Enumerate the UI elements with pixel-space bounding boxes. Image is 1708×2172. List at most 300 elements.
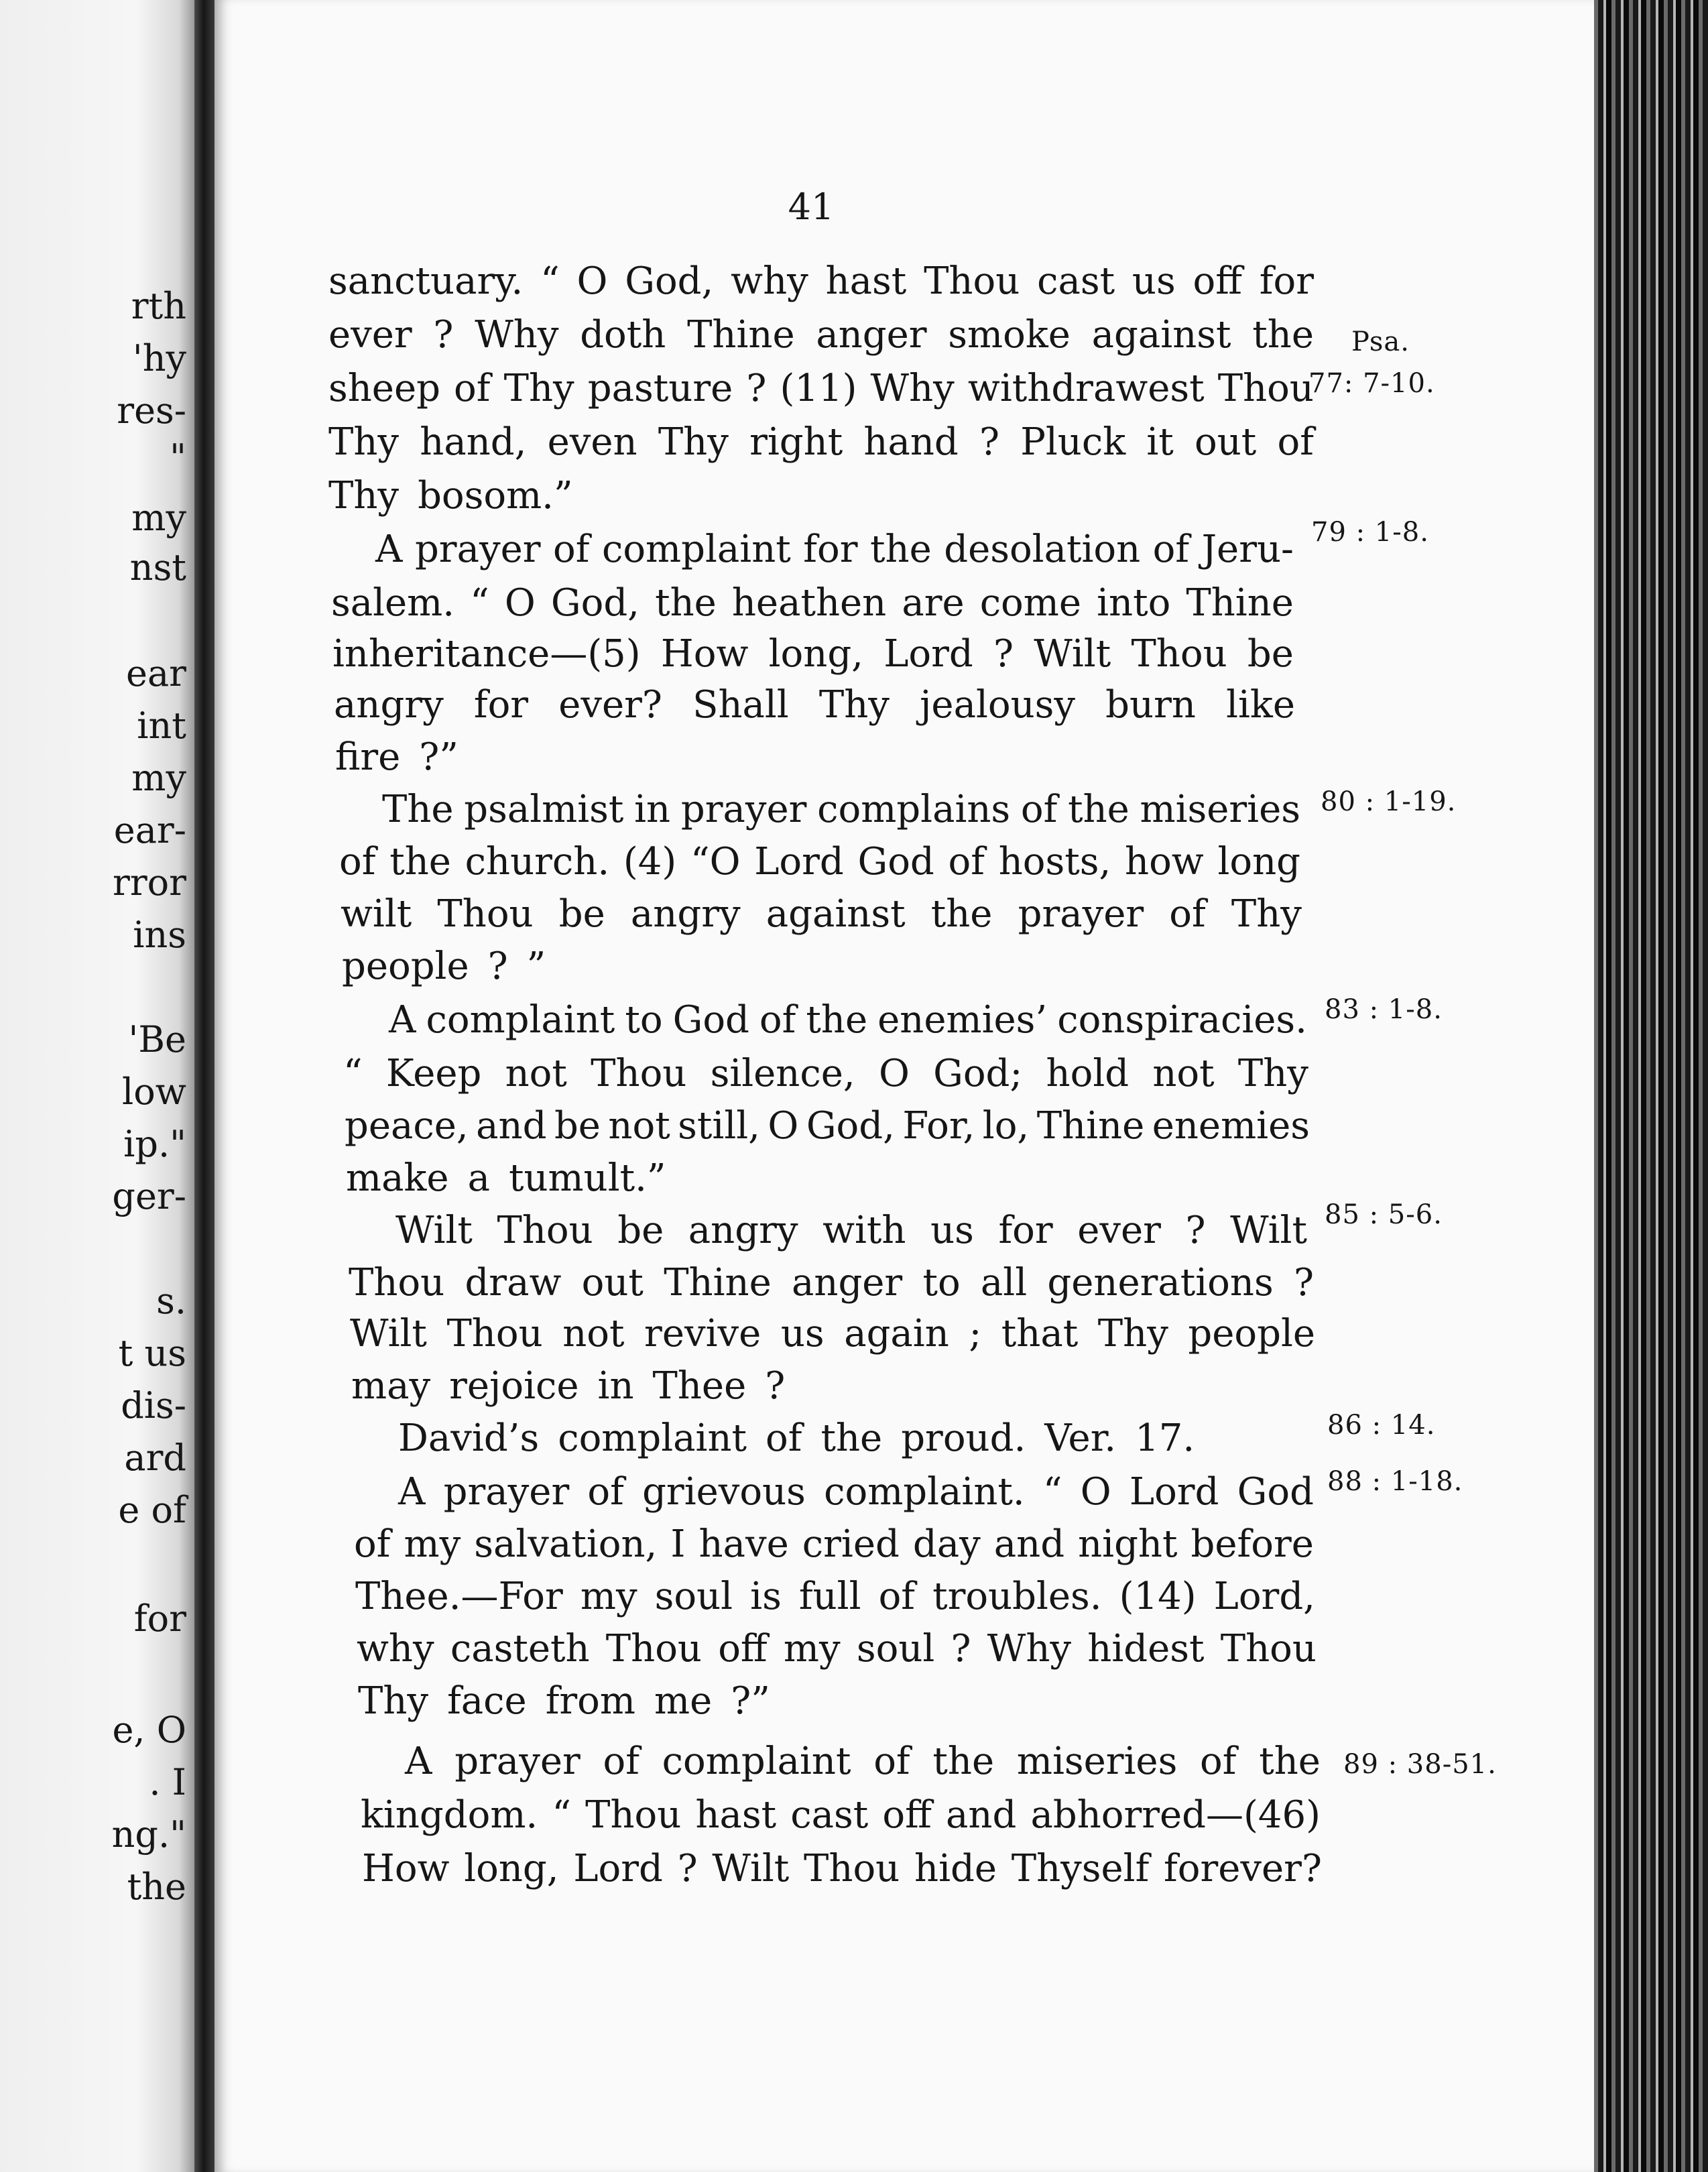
word: doth	[580, 313, 666, 357]
word: us	[1132, 259, 1176, 303]
word: from	[545, 1679, 635, 1723]
left-fragment: 'Be	[128, 1018, 186, 1061]
word: anger	[816, 313, 927, 357]
word: prayer	[454, 1740, 581, 1783]
word: hosts,	[998, 840, 1111, 884]
text-line	[328, 367, 1314, 410]
word: ?	[765, 1364, 786, 1408]
word: A	[375, 528, 403, 571]
word: ever?	[558, 683, 662, 727]
word: salem.	[331, 581, 455, 625]
word: Thou	[804, 1847, 900, 1890]
word: of	[454, 367, 491, 410]
word: hide	[914, 1847, 997, 1890]
word: the	[932, 1740, 995, 1783]
word: miseries	[1016, 1740, 1178, 1783]
word: Why	[475, 313, 559, 357]
word: why	[357, 1627, 434, 1671]
word: Lord,	[1213, 1575, 1315, 1618]
word: miseries	[1140, 788, 1300, 831]
word: Thine	[1186, 581, 1294, 625]
word: church.	[465, 840, 610, 884]
word: rejoice	[449, 1364, 579, 1408]
word: casteth	[450, 1627, 590, 1671]
word: have	[698, 1522, 789, 1566]
word: Lord	[754, 840, 844, 884]
word: long,	[768, 632, 863, 676]
word: God	[1237, 1470, 1314, 1514]
left-fragment: ear	[126, 652, 186, 695]
word: hand	[863, 420, 959, 464]
text-line	[332, 632, 1294, 676]
word: lo,	[982, 1104, 1030, 1148]
word: ?	[746, 367, 767, 410]
margin-ref: 88 : 1-18.	[1327, 1466, 1463, 1497]
word: of	[1200, 1740, 1237, 1783]
left-fragment: rth	[131, 285, 186, 327]
word: O	[768, 1104, 799, 1148]
word: hidest	[1087, 1627, 1205, 1671]
word: ever	[1077, 1209, 1161, 1252]
word: Thou	[437, 892, 534, 936]
word: of	[603, 1740, 639, 1783]
word: smoke	[948, 313, 1071, 357]
word: hand,	[420, 420, 527, 464]
text-line	[328, 313, 1314, 357]
word: Thee	[652, 1364, 747, 1408]
word: Pluck	[1020, 420, 1126, 464]
word: David’s	[398, 1416, 540, 1460]
word: heathen	[731, 581, 887, 625]
left-fragment: ard	[124, 1437, 186, 1479]
word: against	[1091, 313, 1231, 357]
word: the	[1252, 313, 1314, 357]
margin-ref: 83 : 1-8.	[1325, 994, 1443, 1025]
word: for	[998, 1209, 1053, 1252]
word: prayer	[443, 1470, 570, 1514]
page-number: 41	[788, 186, 835, 228]
word: Thy	[328, 420, 400, 464]
margin-ref: 79 : 1-8.	[1311, 517, 1429, 548]
word: Lord	[1129, 1470, 1219, 1514]
word: God	[857, 840, 934, 884]
word: off	[718, 1627, 768, 1671]
word: Thou	[1220, 1627, 1317, 1671]
word: angry	[688, 1209, 798, 1252]
word: silence,	[710, 1052, 855, 1095]
word: that	[1001, 1312, 1079, 1355]
word: like	[1226, 683, 1295, 727]
word: ?	[979, 420, 1000, 464]
word: Wilt	[1230, 1209, 1307, 1252]
left-fragment: rror	[113, 861, 186, 904]
left-fragment: res-	[117, 389, 186, 432]
text-line	[328, 420, 1314, 464]
margin-ref: 80 : 1-19.	[1321, 786, 1457, 817]
text-line	[346, 1156, 1331, 1200]
word: Shall	[692, 683, 789, 727]
word: ?”	[731, 1679, 770, 1723]
word: into	[1097, 581, 1171, 625]
word: sheep	[328, 367, 440, 410]
word: still,	[678, 1104, 760, 1148]
word: Thou	[605, 1627, 702, 1671]
word: ”	[526, 945, 546, 988]
word: of	[553, 528, 590, 571]
word: are	[902, 581, 965, 625]
word: is	[750, 1575, 782, 1618]
word: angry	[334, 683, 444, 727]
word: with	[822, 1209, 906, 1252]
word: not	[505, 1052, 567, 1095]
word: inheritance—(5)	[332, 632, 641, 676]
left-fragment: the	[127, 1866, 186, 1908]
word: God,	[625, 259, 714, 303]
text-line	[328, 259, 1314, 303]
left-fragment: low	[121, 1071, 186, 1113]
word: Wilt	[395, 1209, 473, 1252]
word: Thou	[446, 1312, 543, 1355]
left-fragment: my	[131, 497, 186, 539]
word: why	[731, 259, 808, 303]
word: all	[980, 1261, 1028, 1305]
word: withdrawest	[967, 367, 1205, 410]
word: in	[597, 1364, 634, 1408]
left-fragment: int	[137, 705, 186, 747]
left-fragment: ng."	[111, 1813, 186, 1856]
word: How	[362, 1847, 450, 1890]
word: people	[342, 945, 469, 988]
word: psalmist	[464, 788, 624, 831]
text-line	[362, 1847, 1322, 1890]
word: A	[405, 1740, 432, 1783]
word: 17.	[1135, 1416, 1195, 1460]
word: “O	[690, 840, 741, 884]
word: ?	[951, 1627, 971, 1671]
word: hast	[695, 1793, 777, 1837]
word: kingdom.	[361, 1793, 538, 1837]
word: “	[540, 259, 560, 303]
word: A	[398, 1470, 426, 1514]
word: Thy	[1237, 1052, 1308, 1095]
word: prayer	[680, 788, 807, 831]
text-line	[345, 1104, 1310, 1148]
text-line	[361, 1793, 1321, 1837]
word: A	[389, 998, 416, 1042]
text-line	[398, 1416, 1384, 1460]
word: the	[806, 998, 868, 1042]
word: Thy	[358, 1679, 429, 1723]
word: day	[912, 1522, 981, 1566]
word: peace,	[345, 1104, 469, 1148]
word: the	[1068, 788, 1130, 831]
text-line	[328, 474, 1314, 518]
word: The	[382, 788, 454, 831]
word: God;	[933, 1052, 1023, 1095]
margin-ref: 77: 7-10.	[1308, 368, 1435, 399]
word: Thou	[497, 1209, 593, 1252]
word: again	[844, 1312, 949, 1355]
word: long,	[464, 1847, 559, 1890]
word: of	[766, 1416, 802, 1460]
word: angry	[630, 892, 741, 936]
word: fire	[335, 735, 401, 779]
word: cast	[1037, 259, 1115, 303]
text-line	[375, 528, 1294, 571]
word: may	[351, 1364, 431, 1408]
word: my	[580, 1575, 637, 1618]
word: how	[1125, 840, 1204, 884]
word: Thyself	[1011, 1847, 1150, 1890]
word: enemies	[1152, 1104, 1310, 1148]
word: for	[803, 528, 858, 571]
word: grievous	[642, 1470, 806, 1514]
word: “	[552, 1793, 571, 1837]
word: God,	[806, 1104, 895, 1148]
word: the	[930, 892, 993, 936]
left-fragment: ear-	[113, 809, 186, 851]
page-edges	[1594, 0, 1708, 2172]
word: Lord	[573, 1847, 663, 1890]
word: ;	[969, 1312, 982, 1355]
text-line	[355, 1575, 1315, 1618]
word: Wilt	[350, 1312, 427, 1355]
word: even	[547, 420, 637, 464]
text-line	[334, 683, 1295, 727]
word: Jeru-	[1201, 528, 1294, 571]
word: tumult.”	[508, 1156, 666, 1200]
text-line	[395, 1209, 1307, 1252]
word: prayer	[1018, 892, 1144, 936]
word: soul	[654, 1575, 733, 1618]
word: complains	[817, 788, 1011, 831]
word: off	[882, 1793, 932, 1837]
word: for	[1259, 259, 1314, 303]
word: make	[346, 1156, 449, 1200]
word: face	[447, 1679, 527, 1723]
word: complaint	[662, 1740, 851, 1783]
word: troubles.	[932, 1575, 1102, 1618]
word: it	[1146, 420, 1174, 464]
word: Ver.	[1044, 1416, 1117, 1460]
word: draw	[465, 1261, 562, 1305]
word: jealousy	[920, 683, 1076, 727]
word: of	[1277, 420, 1314, 464]
word: not	[608, 1104, 670, 1148]
text-line	[342, 945, 1327, 988]
word: complaint	[601, 528, 791, 571]
text-line	[358, 1679, 1343, 1723]
word: forever?	[1164, 1847, 1322, 1890]
word: ?”	[419, 735, 459, 779]
word: I	[670, 1522, 686, 1566]
left-fragment: "	[170, 436, 186, 479]
word: proud.	[901, 1416, 1026, 1460]
word: Thou	[924, 259, 1020, 303]
word: O	[878, 1052, 910, 1095]
text-line	[354, 1522, 1314, 1566]
word: before	[1191, 1522, 1314, 1566]
word: hast	[825, 259, 907, 303]
word: me	[654, 1679, 713, 1723]
word: the	[1259, 1740, 1321, 1783]
word: bosom.”	[418, 474, 573, 518]
word: Thy	[1097, 1312, 1168, 1355]
word: revive	[644, 1312, 761, 1355]
word: Wilt	[712, 1847, 790, 1890]
word: the	[820, 1416, 883, 1460]
word: God	[672, 998, 749, 1042]
left-fragment: e of	[118, 1489, 186, 1531]
word: Wilt	[1034, 632, 1111, 676]
word: be	[617, 1209, 664, 1252]
word: of	[759, 998, 796, 1042]
word: complaint.	[824, 1470, 1025, 1514]
word: my	[404, 1522, 461, 1566]
word: ?	[993, 632, 1014, 676]
word: “	[470, 581, 489, 625]
word: be	[558, 892, 605, 936]
word: Thine	[664, 1261, 772, 1305]
margin-ref: Psa.	[1351, 326, 1410, 357]
word: be	[554, 1104, 601, 1148]
word: prayer	[414, 528, 541, 571]
word: sanctuary.	[328, 259, 524, 303]
word: against	[766, 892, 906, 936]
word: complaint	[426, 998, 615, 1042]
word: be	[1247, 632, 1294, 676]
left-fragment: for	[133, 1597, 186, 1640]
text-line	[335, 735, 1321, 779]
left-fragment: s.	[156, 1280, 186, 1322]
word: God,	[550, 581, 639, 625]
word: Keep	[385, 1052, 482, 1095]
word: of	[354, 1522, 391, 1566]
word: Thou	[591, 1052, 687, 1095]
word: conspiracies.	[1057, 998, 1307, 1042]
word: the	[655, 581, 717, 625]
word: hold	[1046, 1052, 1130, 1095]
word: Lord	[883, 632, 973, 676]
word: full	[798, 1575, 861, 1618]
word: “	[343, 1052, 363, 1095]
word: night	[1078, 1522, 1178, 1566]
word: not	[562, 1312, 625, 1355]
left-fragment: t us	[118, 1332, 186, 1374]
word: ?	[677, 1847, 698, 1890]
word: Why	[870, 367, 955, 410]
word: Thine	[1036, 1104, 1145, 1148]
text-line	[398, 1470, 1314, 1514]
word: of	[1020, 788, 1058, 831]
left-fragment: ins	[133, 914, 186, 956]
word: the	[389, 840, 451, 884]
word: and	[946, 1793, 1017, 1837]
text-line	[349, 1261, 1314, 1305]
word: anger	[791, 1261, 903, 1305]
word: us	[780, 1312, 825, 1355]
left-fragment: ip."	[123, 1123, 186, 1165]
left-page	[0, 0, 194, 2172]
word: long	[1217, 840, 1300, 884]
margin-ref: 86 : 14.	[1327, 1410, 1436, 1441]
word: (11)	[780, 367, 857, 410]
word: to	[625, 998, 663, 1042]
word: Thy	[658, 420, 729, 464]
word: ?	[1293, 1261, 1314, 1305]
text-line	[357, 1627, 1317, 1671]
word: of	[948, 840, 985, 884]
word: cried	[802, 1522, 900, 1566]
word: a	[467, 1156, 490, 1200]
text-line	[351, 1364, 1337, 1408]
word: wilt	[341, 892, 412, 936]
word: pasture	[587, 367, 733, 410]
word: out	[581, 1261, 644, 1305]
word: not	[1152, 1052, 1215, 1095]
word: us	[930, 1209, 974, 1252]
text-line	[405, 1740, 1321, 1783]
word: Thou	[349, 1261, 445, 1305]
word: Thy	[1231, 892, 1302, 936]
word: (14)	[1119, 1575, 1197, 1618]
text-line	[331, 581, 1294, 625]
word: burn	[1105, 683, 1196, 727]
word: Thou	[1131, 632, 1227, 676]
word: Thou	[585, 1793, 682, 1837]
word: Thy	[818, 683, 890, 727]
left-fragment: e, O	[112, 1709, 186, 1751]
left-fragment: . I	[149, 1761, 186, 1803]
word: Thou	[1217, 367, 1314, 410]
left-fragment: ger-	[112, 1175, 186, 1217]
word: Thine	[687, 313, 795, 357]
left-fragment: nst	[129, 546, 186, 589]
word: of	[587, 1470, 624, 1514]
word: of	[878, 1575, 916, 1618]
word: O	[504, 581, 536, 625]
word: O	[576, 259, 608, 303]
word: “	[1042, 1470, 1062, 1514]
word: people	[1188, 1312, 1315, 1355]
text-line	[341, 892, 1302, 936]
word: out	[1195, 420, 1257, 464]
left-fragment: dis-	[121, 1384, 186, 1427]
word: of	[1169, 892, 1206, 936]
word: for	[473, 683, 529, 727]
word: come	[979, 581, 1082, 625]
left-fragment: 'hy	[132, 337, 186, 379]
word: right	[749, 420, 843, 464]
margin-ref: 85 : 5-6.	[1325, 1199, 1443, 1230]
word: in	[634, 788, 671, 831]
word: off	[1193, 259, 1242, 303]
text-line	[389, 998, 1307, 1042]
word: to	[922, 1261, 961, 1305]
word: of	[339, 840, 376, 884]
word: (4)	[623, 840, 677, 884]
word: desolation	[944, 528, 1141, 571]
text-line	[350, 1312, 1315, 1355]
word: of	[1152, 528, 1190, 571]
word: enemies’	[877, 998, 1048, 1042]
word: ?	[487, 945, 508, 988]
word: Why	[987, 1627, 1072, 1671]
word: my	[783, 1627, 841, 1671]
word: For,	[902, 1104, 975, 1148]
left-fragment: my	[131, 757, 186, 799]
word: ever	[328, 313, 412, 357]
